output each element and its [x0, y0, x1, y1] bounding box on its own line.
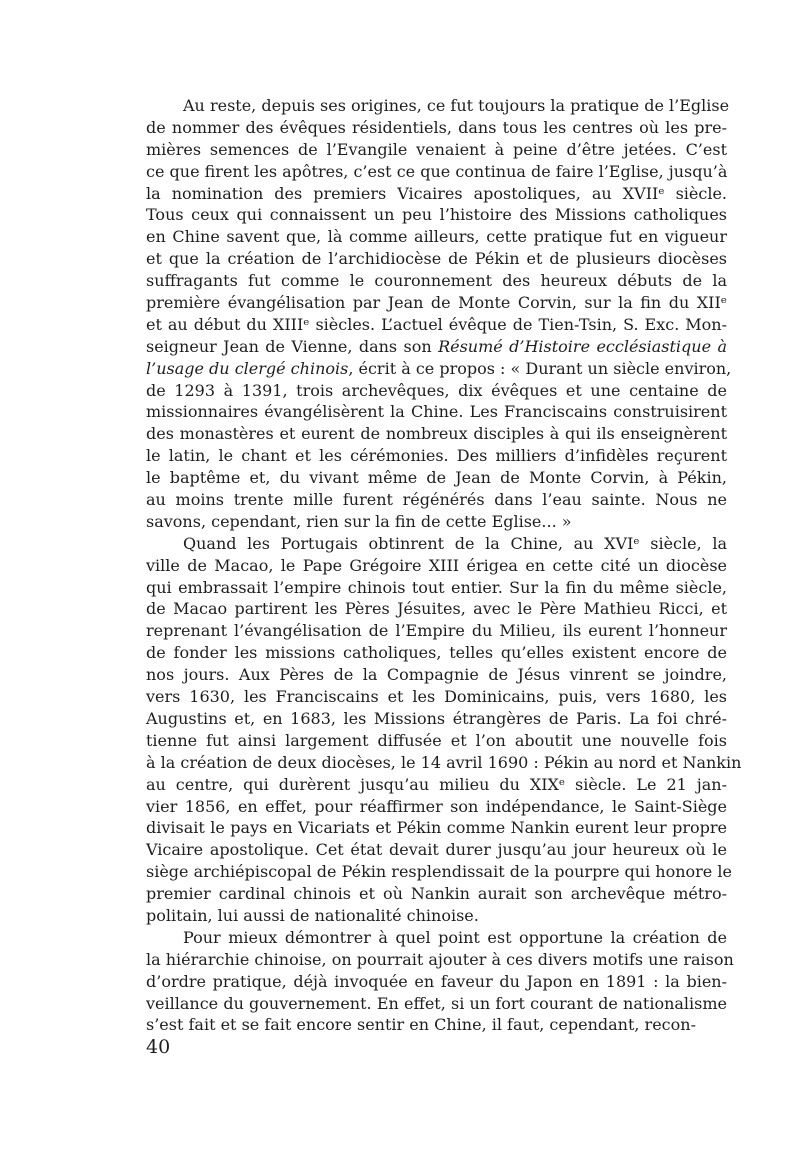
text-line: de 1293 à 1391, trois archevêques, dix évêques et une centaine de: [146, 380, 727, 400]
text-line: premier cardinal chinois et où Nankin aurait son archevêque métro-: [146, 884, 727, 904]
text-line: au centre, qui durèrent jusqu’au milieu du XIXᵉ siècle. Le 21 jan-: [146, 774, 727, 794]
text-line: missionnaires évangélisèrent la Chine. Les Franciscains construisirent: [146, 402, 727, 422]
text-line: et que la création de l’archidiocèse de Pékin et de plusieurs diocèses: [146, 249, 727, 269]
text-line: ville de Macao, le Pape Grégoire XIII érigea en cette cité un diocèse: [146, 555, 727, 575]
text-line: Vicaire apostolique. Cet état devait durer jusqu’au jour heureux où le: [146, 840, 727, 860]
text-line: la hiérarchie chinoise, on pourrait ajouter à ces divers motifs une raison: [146, 949, 734, 969]
text-line: de Macao partirent les Pères Jésuites, avec le Père Mathieu Ricci, et: [146, 599, 727, 619]
text-line: l’usage du clergé chinois, écrit à ce propos : « Durant un siècle environ,: [146, 358, 732, 378]
text-line: Pour mieux démontrer à quel point est opportune la création de: [183, 927, 727, 947]
text-line: siège archiépiscopal de Pékin resplendissait de la pourpre qui honore le: [146, 862, 732, 882]
text-line: à la création de deux diocèses, le 14 avril 1690 : Pékin au nord et Nankin: [146, 752, 742, 772]
text-line: au moins trente mille furent régénérés dans l’eau sainte. Nous ne: [146, 490, 727, 510]
text-line: des monastères et eurent de nombreux disciples à qui ils enseignèrent: [146, 424, 727, 444]
italic-title: Résumé d’Histoire ecclésiastique à: [438, 336, 727, 356]
text-line: savons, cependant, rien sur la fin de cette Eglise... »: [146, 511, 572, 531]
text-line: le baptême et, du vivant même de Jean de Monte Corvin, à Pékin,: [146, 468, 727, 488]
paragraph: [146, 533, 742, 927]
text-line: Tous ceux qui connaissent un peu l’histoire des Missions catholiques: [146, 205, 727, 225]
text-line: reprenant l’évangélisation de l’Empire du Milieu, ils eurent l’honneur: [146, 621, 727, 641]
text-line: qui embrassait l’empire chinois tout entier. Sur la fin du même siècle,: [146, 577, 727, 597]
text-line: et au début du XIIIᵉ siècles. L’actuel évêque de Tien-Tsin, S. Exc. Mon-: [146, 314, 727, 334]
text-line: première évangélisation par Jean de Monte Corvin, sur la fin du XIIᵉ: [146, 293, 727, 313]
text-line: vier 1856, en effet, pour réaffirmer son indépendance, le Saint-Siège: [146, 796, 727, 816]
text-line: politain, lui aussi de nationalité chinoise.: [146, 905, 479, 925]
text-line: de fonder les missions catholiques, telles qu’elles existent encore de: [146, 643, 727, 663]
text-line: nos jours. Aux Pères de la Compagnie de Jésus vinrent se joindre,: [146, 665, 727, 685]
text-line: de nommer des évêques résidentiels, dans tous les centres où les pre-: [146, 117, 727, 137]
body-text: [146, 95, 742, 1036]
page-number: 40: [146, 1036, 171, 1058]
text-line: Augustins et, en 1683, les Missions étrangères de Paris. La foi chré-: [146, 708, 727, 728]
text-line: mières semences de l’Evangile venaient à peine d’être jetées. C’est: [146, 139, 727, 159]
text-line: en Chine savent que, là comme ailleurs, cette pratique fut en vigueur: [146, 227, 727, 247]
text-line: Quand les Portugais obtinrent de la Chine, au XVIᵉ siècle, la: [183, 533, 727, 553]
italic-title: l’usage du clergé chinois: [146, 358, 349, 378]
text-line: suffragants fut comme le couronnement des heureux débuts de la: [146, 271, 727, 291]
text-line: veillance du gouvernement. En effet, si un fort courant de nationalisme: [146, 993, 727, 1013]
text-line: d’ordre pratique, déjà invoquée en faveur du Japon en 1891 : la bien-: [146, 971, 727, 991]
text-line: Au reste, depuis ses origines, ce fut toujours la pratique de l’Eglise: [183, 96, 730, 115]
paragraph: [146, 95, 732, 533]
paragraph: [146, 927, 734, 1036]
text-line: tienne fut ainsi largement diffusée et l’on aboutit une nouvelle fois: [146, 730, 727, 750]
text-line: la nomination des premiers Vicaires apostoliques, au XVIIᵉ siècle.: [146, 183, 727, 203]
text-line: vers 1630, les Franciscains et les Dominicains, puis, vers 1680, les: [146, 687, 727, 707]
text-line: s’est fait et se fait encore sentir en Chine, il faut, cependant, recon-: [146, 1015, 696, 1035]
text-line: divisait le pays en Vicariats et Pékin comme Nankin eurent leur propre: [146, 818, 727, 838]
text-line: seigneur Jean de Vienne, dans son Résumé d’Histoire ecclésiastique à: [146, 336, 727, 356]
text-line: le latin, le chant et les cérémonies. Des milliers d’infidèles reçurent: [146, 446, 727, 466]
text-line: ce que firent les apôtres, c’est ce que continua de faire l’Eglise, jusqu’à: [146, 161, 728, 181]
